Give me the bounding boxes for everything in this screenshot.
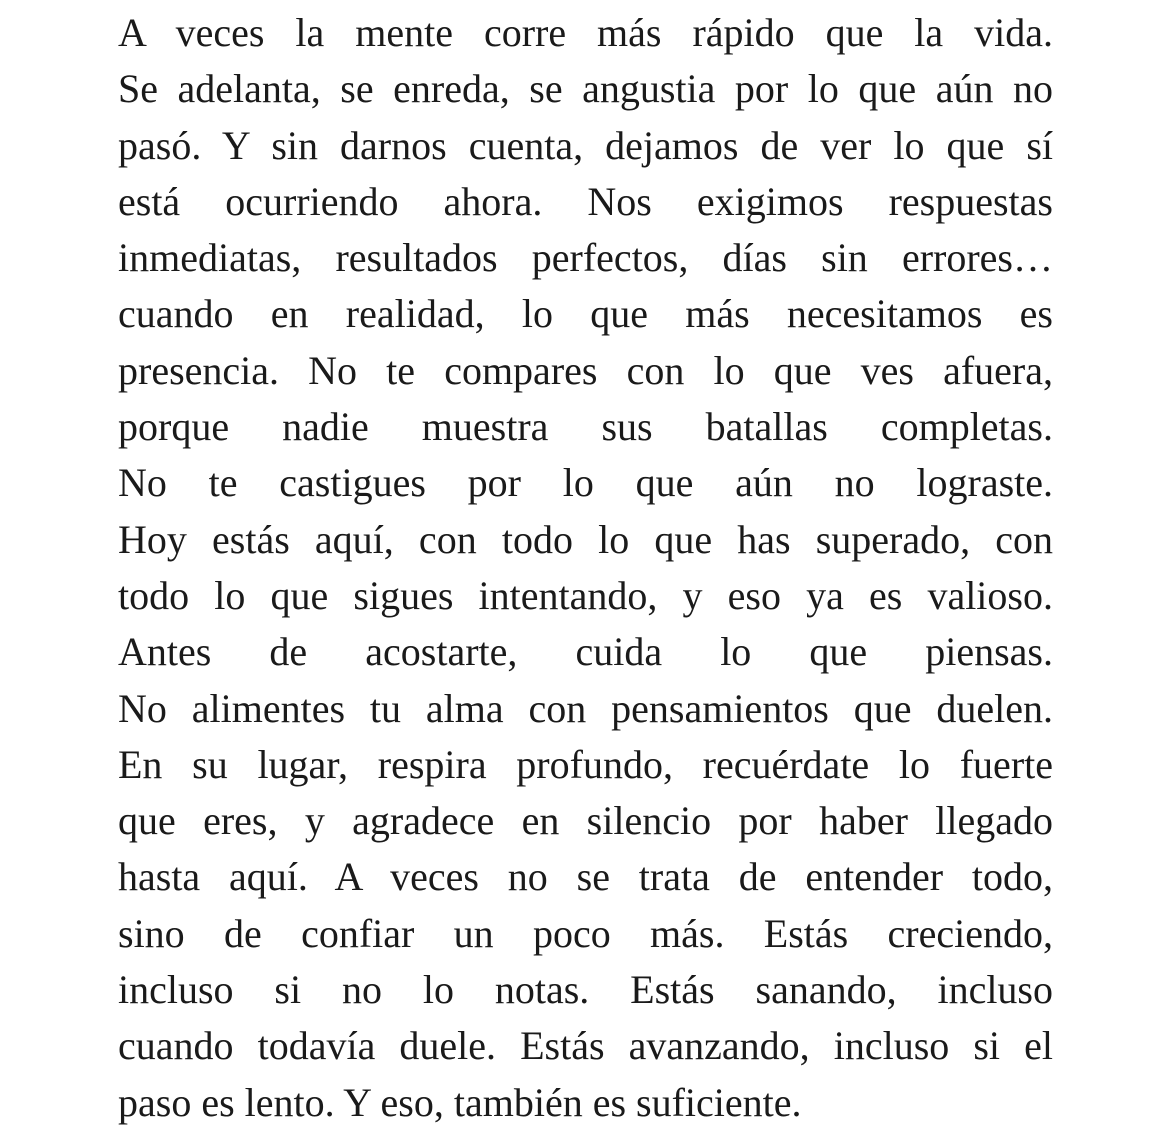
text-line: inmediatas, resultados perfectos, días sin errores… <box>118 235 1053 281</box>
text-line: que eres, y agradece en silencio por haber llegado <box>118 798 1053 844</box>
text-line: porque nadie muestra sus batallas completas. <box>118 404 1053 450</box>
text-line-last: paso es lento. Y eso, también es suficiente. <box>118 1079 802 1125</box>
text-line: Se adelanta, se enreda, se angustia por lo que aún no <box>118 66 1053 112</box>
text-line: presencia. No te compares con lo que ves afuera, <box>118 347 1053 393</box>
text-line: sino de confiar un poco más. Estás creciendo, <box>118 910 1053 956</box>
text-line: pasó. Y sin darnos cuenta, dejamos de ver lo que sí <box>118 122 1053 168</box>
text-line: En su lugar, respira profundo, recuérdate lo fuerte <box>118 741 1053 787</box>
text-line: No alimentes tu alma con pensamientos que duelen. <box>118 685 1053 731</box>
text-line: Antes de acostarte, cuida lo que piensas. <box>118 629 1053 675</box>
text-line: No te castigues por lo que aún no lograste. <box>118 460 1053 506</box>
text-line: A veces la mente corre más rápido que la vida. <box>118 10 1053 55</box>
text-line: todo lo que sigues intentando, y eso ya es valioso. <box>118 572 1053 618</box>
text-line: está ocurriendo ahora. Nos exigimos respuestas <box>118 178 1053 224</box>
body-paragraph <box>118 5 1053 1131</box>
text-line: Hoy estás aquí, con todo lo que has superado, con <box>118 516 1053 562</box>
text-line: incluso si no lo notas. Estás sanando, incluso <box>118 967 1053 1013</box>
text-line: cuando en realidad, lo que más necesitamos es <box>118 291 1053 337</box>
text-line: hasta aquí. A veces no se trata de entender todo, <box>118 854 1053 900</box>
text-line: cuando todavía duele. Estás avanzando, incluso si el <box>118 1023 1053 1069</box>
